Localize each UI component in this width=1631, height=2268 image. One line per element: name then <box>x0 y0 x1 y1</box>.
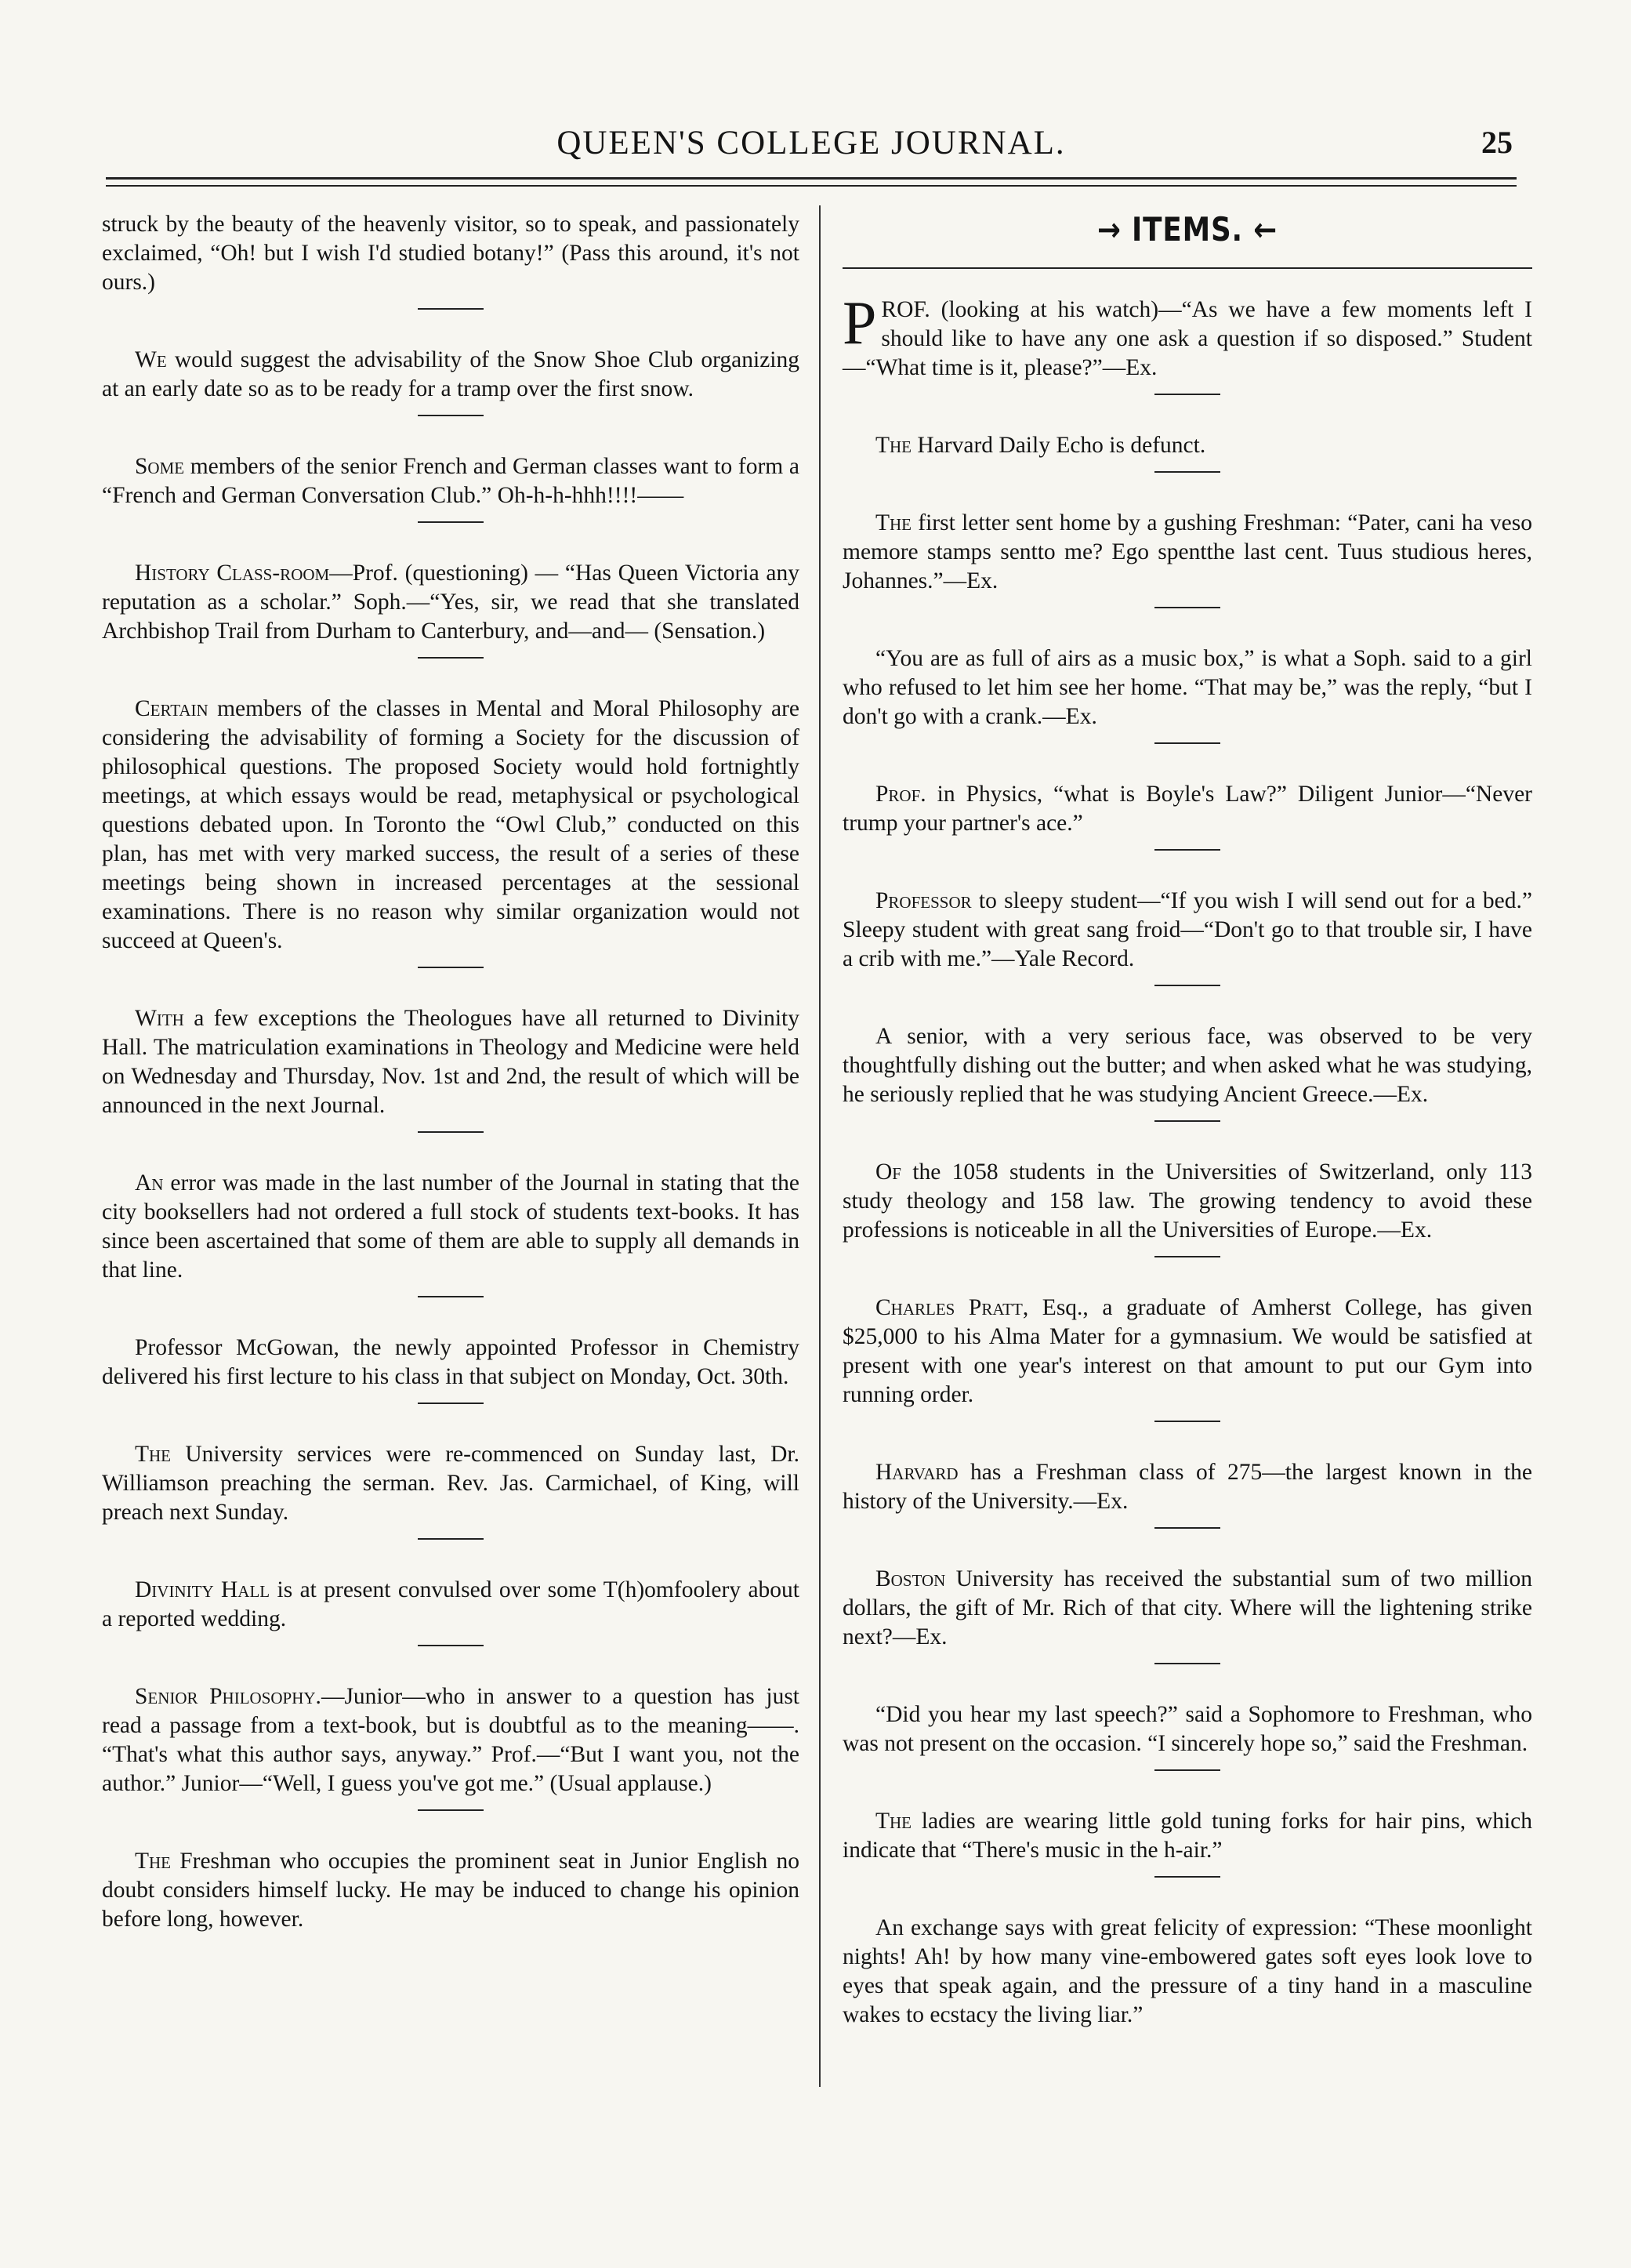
page-number: 25 <box>1481 125 1513 160</box>
right-item: “Did you hear my last speech?” said a Sophomore to Freshman, who was not present on the occasion. “I sincerely hope so,” said the Freshman. <box>843 1702 1532 1756</box>
right-item: Charles Pratt, Esq., a graduate of Amherst College, has given $25,000 to his Alma Mater for a gymnasium. We would be satisfied at present with one year's interest on that amount to put our Gym into running order. <box>843 1295 1532 1407</box>
separator-rule <box>418 1131 484 1133</box>
right-item: Of the 1058 students in the Universities of Switzerland, only 113 study theology and 158 law. The growing tendency to avoid these professions is noticeable in all the Universities of Europe.—Ex. <box>843 1159 1532 1243</box>
items-heading: → ITEMS. ← <box>1096 210 1278 249</box>
separator-rule <box>418 415 484 416</box>
left-item: struck by the beauty of the heavenly visitor, so to speak, and passionately exclaimed, “Oh! but I wish I'd studied botany!” (Pass this around, it's not ours.) <box>102 212 799 295</box>
separator-rule <box>1154 742 1220 744</box>
right-item: The first letter sent home by a gushing Freshman: “Pater, cani ha veso memore stamps sentto me? Ego spentthe last cent. Tuus studious heres, Johannes.”—Ex. <box>843 510 1532 593</box>
right-item: Harvard has a Freshman class of 275—the largest known in the history of the University.—Ex. <box>843 1460 1532 1514</box>
right-item: An exchange says with great felicity of expression: “These moonlight nights! Ah! by how many vine-embowered gates soft eyes look love to eyes that speak again, and the pressure of a tiny hand in a masculine wakes to ecstacy the living liar.” <box>843 1915 1532 2027</box>
separator-rule <box>1154 1421 1220 1422</box>
left-item: Senior Philosophy.—Junior—who in answer to a question has just read a passage from a text-book, but is doubtful as to the meaning——. “That's what this author says, anyway.” Prof.—“But I want you, not the author.” Junior—“Well, I guess you've got me.” (Usual applause.) <box>102 1684 799 1796</box>
separator-rule <box>418 1403 484 1404</box>
separator-rule <box>1154 1876 1220 1878</box>
right-item: Prof. in Physics, “what is Boyle's Law?” Diligent Junior—“Never trump your partner's ace.” <box>843 782 1532 836</box>
right-item: PROF. (looking at his watch)—“As we have a few moments left I should like to have any one ask a question if so disposed.” Student—“What time is it, please?”—Ex. <box>843 288 1532 380</box>
left-item: An error was made in the last number of the Journal in stating that the city booksellers had not ordered a full stock of students text-books. It has since been ascertained that some of them are able to supply all demands in that line. <box>102 1170 799 1283</box>
separator-rule <box>1154 849 1220 851</box>
left-item: The Freshman who occupies the prominent seat in Junior English no doubt considers himself lucky. He may be induced to change his opinion before long, however. <box>102 1849 799 1932</box>
page-header <box>110 118 1513 172</box>
separator-rule <box>1154 471 1220 473</box>
separator-rule <box>1154 1663 1220 1664</box>
drop-cap: P <box>843 288 877 357</box>
column-divider <box>819 205 821 2087</box>
right-item: “You are as full of airs as a music box,” is what a Soph. said to a girl who refused to let him see her home. “That may be,” was the reply, “but I don't go with a crank.—Ex. <box>843 646 1532 729</box>
right-item: The ladies are wearing little gold tuning forks for hair pins, which indicate that “There's music in the h-air.” <box>843 1809 1532 1863</box>
right-column <box>843 210 1532 2030</box>
separator-rule <box>1154 1120 1220 1122</box>
separator-rule <box>418 308 484 310</box>
header-rule-top <box>106 177 1517 180</box>
separator-rule <box>418 967 484 968</box>
separator-rule <box>1154 1256 1220 1257</box>
left-item: History Class-room—Prof. (questioning) — “Has Queen Victoria any reputation as a scholar.” Soph.—“Yes, sir, we read that she translated Archbishop Trail from Durham to Canterbury, and—and— (Sensation.) <box>102 561 799 644</box>
left-item: Divinity Hall is at present convulsed over some T(h)omfoolery about a reported wedding. <box>102 1577 799 1631</box>
right-item: Professor to sleepy student—“If you wish I will send out for a bed.” Sleepy student with great sang froid—“Don't go to that trouble sir, I have a crib with me.”—Yale Record. <box>843 888 1532 971</box>
separator-rule <box>1154 1769 1220 1771</box>
right-item: Boston University has received the substantial sum of two million dollars, the gift of Mr. Rich of that city. Where will the lightening strike next?—Ex. <box>843 1566 1532 1649</box>
separator-rule <box>418 1296 484 1297</box>
separator-rule <box>1154 607 1220 608</box>
separator-rule <box>418 1809 484 1811</box>
left-item: We would suggest the advisability of the Snow Shoe Club organizing at an early date so as to be ready for a tramp over the first snow. <box>102 347 799 401</box>
separator-rule <box>1154 394 1220 395</box>
heading-rule <box>843 267 1532 269</box>
separator-rule <box>418 1538 484 1540</box>
separator-rule <box>1154 1527 1220 1529</box>
left-item: The University services were re-commenced on Sunday last, Dr. Williamson preaching the serman. Rev. Jas. Carmichael, of King, will preach next Sunday. <box>102 1442 799 1525</box>
left-column <box>102 210 799 1934</box>
separator-rule <box>418 657 484 659</box>
right-item: A senior, with a very serious face, was observed to be very thoughtfully dishing out the butter; and when asked what he was studying, he seriously replied that he was studying Ancient Greece.—Ex. <box>843 1024 1532 1107</box>
left-item: Professor McGowan, the newly appointed Professor in Chemistry delivered his first lecture to his class in that subject on Monday, Oct. 30th. <box>102 1335 799 1389</box>
left-item: Certain members of the classes in Mental and Moral Philosophy are considering the advisability of forming a Society for the discussion of philosophical questions. The proposed Society would hold fortnightly meetings, at which essays would be read, metaphysical or psychological questions debated upon. In Toronto the “Owl Club,” conducted on this plan, has met with very marked success, the result of a series of these meetings being shown in increased percentages at the sessional examinations. There is no reason why similar organization would not succeed at Queen's. <box>102 696 799 953</box>
left-item: With a few exceptions the Theologues have all returned to Divinity Hall. The matriculation examinations in Theology and Medicine were held on Wednesday and Thursday, Nov. 1st and 2nd, the result of which will be announced in the next Journal. <box>102 1006 799 1118</box>
separator-rule <box>1154 985 1220 986</box>
separator-rule <box>418 1645 484 1646</box>
right-item: The Harvard Daily Echo is defunct. <box>875 433 1206 458</box>
separator-rule <box>418 521 484 523</box>
journal-title: QUEEN'S COLLEGE JOURNAL. <box>556 125 1066 161</box>
header-rule-bottom <box>106 185 1517 187</box>
left-item: Some members of the senior French and German classes want to form a “French and German Conversation Club.” Oh-h-h-hhh!!!!—— <box>102 454 799 508</box>
